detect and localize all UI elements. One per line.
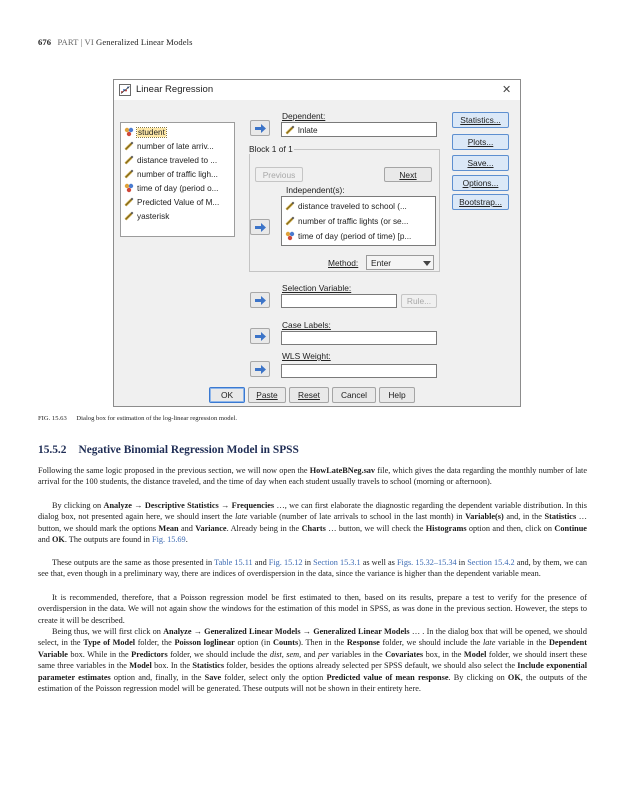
independent-label: Independent(s):	[286, 185, 345, 195]
dialog-title: Linear Regression	[136, 84, 214, 95]
list-item[interactable]: number of traffic lights (or se...	[285, 215, 408, 227]
move-to-wls-button[interactable]	[250, 361, 270, 377]
block-label: Block 1 of 1	[249, 144, 293, 154]
wls-weight-field[interactable]	[281, 364, 437, 378]
save-button[interactable]: Save...	[452, 155, 509, 171]
paste-button[interactable]: Paste	[248, 387, 286, 403]
wls-weight-label: WLS Weight:	[282, 351, 331, 361]
linear-regression-dialog	[113, 79, 521, 407]
rule-button[interactable]: Rule...	[401, 294, 437, 308]
paragraph-2: By clicking on Analyze → Descriptive Statistics → Frequencies …, we can first elaborate the diagnostic regarding the dependent variable distribution. In this dialog box, not presented again here, we should insert the late variable (number of late arrivals to school in the last month) in Variable(s) and, in the Statistics … button, we should mark the options Mean and Variance. Already being in the Charts … button, we will check the Histograms option and then, click on Continue and OK. The outputs are found in Fig. 15.69.	[38, 501, 587, 545]
scale-icon	[124, 141, 134, 151]
figure-label: FIG. 15.63	[38, 415, 67, 422]
variable-list[interactable]	[120, 122, 235, 237]
nominal-icon	[124, 127, 134, 137]
scale-icon	[124, 197, 134, 207]
paragraph-5: Being thus, we will first click on Analyze → Generalized Linear Models → Generalized Linear Models … . In the dialog box that will be opened, we should select, in the Type of Model folder, the Poisson loglinear option (in Counts). Then in the Response folder, we should include the late variable in the Dependent Variable box. While in the Predictors folder, we should include the dist, sem, and per variables in the Covariates box, in the Model folder, we should insert these same three variables in the Model box. In the Statistics folder, besides the options already selected per SPSS default, we should also select the Include exponential parameter estimates option and, finally, in the Save folder, select only the option Predicted value of mean response. By clicking on OK, the outputs of the estimation of the Poisson regression model will be generated. These outputs will not be shown in their entirety here.	[38, 627, 588, 694]
paragraph-3: These outputs are the same as those presented in Table 15.11 and Fig. 15.12 in Section 15.3.1 as well as Figs. 15.32–15.34 in Section 15.4.2 and, by them, we can see that, even though in a preliminary way, there are indices of overdispersion in the data, since the variance is higher than the dependent variable mean.	[38, 558, 587, 579]
method-value: Enter	[371, 258, 392, 268]
list-item[interactable]: number of traffic ligh...	[124, 168, 218, 180]
figure-link[interactable]: Fig. 15.69	[151, 535, 186, 545]
selection-variable-field[interactable]	[281, 294, 397, 308]
list-item[interactable]: student	[124, 126, 166, 138]
previous-button[interactable]: Previous	[255, 167, 303, 182]
scale-icon	[124, 169, 134, 179]
move-to-dependent-button[interactable]	[250, 120, 270, 136]
arrow-right-icon	[255, 223, 266, 232]
scale-icon	[285, 216, 295, 226]
figure-caption-text: Dialog box for estimation of the log-linear regression model.	[76, 415, 238, 422]
move-to-independent-button[interactable]	[250, 219, 270, 235]
statistics-button[interactable]: Statistics...	[452, 112, 509, 128]
scale-icon	[124, 211, 134, 221]
title-bar	[114, 80, 520, 100]
section-title: Negative Binomial Regression Model in SPSS	[78, 444, 299, 456]
dependent-field[interactable]	[281, 122, 437, 137]
arrow-right-icon	[255, 124, 266, 133]
figure-caption	[38, 415, 237, 422]
method-label: Method:	[328, 258, 359, 268]
list-item[interactable]: time of day (period of time) [p...	[285, 230, 411, 242]
table-link[interactable]: Table 15.11	[214, 558, 253, 567]
paragraph-1: Following the same logic proposed in the previous section, we will now open the HowLateBNeg.sav file, which gives the data regarding the monthly number of late arrival for the 100 students, the distance traveled, and the time of day when each student usually travels to school (morning or afternoon).	[38, 466, 587, 487]
running-title: Generalized Linear Models	[96, 37, 193, 47]
chevron-down-icon	[423, 261, 431, 266]
running-head	[38, 37, 193, 47]
selection-variable-label: Selection Variable:	[282, 283, 352, 293]
independent-list[interactable]	[281, 196, 436, 246]
part-label: PART | VI	[57, 37, 94, 47]
figure-link[interactable]: Figs. 15.32–15.34	[396, 558, 457, 567]
dependent-label: Dependent:	[282, 111, 326, 121]
options-button[interactable]: Options...	[452, 175, 509, 191]
case-labels-field[interactable]	[281, 331, 437, 345]
section-link[interactable]: Section 15.4.2	[467, 558, 515, 567]
bootstrap-button[interactable]: Bootstrap...	[452, 194, 509, 210]
list-item[interactable]: yasterisk	[124, 210, 169, 222]
section-link[interactable]: Section 15.3.1	[313, 558, 361, 567]
next-button[interactable]: Next	[384, 167, 432, 182]
close-icon[interactable]: ✕	[502, 84, 512, 96]
paragraph-4: It is recommended, therefore, that a Poisson regression model be first estimated to then, based on its results, prepare a test to verify for the presence of overdispersion in the data. We will not again show the windows for the estimation of this model in SPSS, as was done in the previous section. However, the steps to create it will be described.	[38, 593, 587, 625]
list-item[interactable]: Predicted Value of M...	[124, 196, 219, 208]
move-to-case-labels-button[interactable]	[250, 328, 270, 344]
figure-link[interactable]: Fig. 15.12	[268, 558, 303, 567]
regression-app-icon	[119, 84, 131, 96]
arrow-right-icon	[255, 296, 266, 305]
dependent-value: lnlate	[298, 125, 318, 135]
reset-button[interactable]: Reset	[289, 387, 329, 403]
move-to-selection-button[interactable]	[250, 292, 270, 308]
list-item[interactable]: distance traveled to school (...	[285, 200, 407, 212]
method-select[interactable]	[366, 255, 434, 270]
case-labels-label: Case Labels:	[282, 320, 331, 330]
list-item[interactable]: time of day (period o...	[124, 182, 218, 194]
cancel-button[interactable]: Cancel	[332, 387, 376, 403]
scale-icon	[285, 201, 295, 211]
help-button[interactable]: Help	[379, 387, 415, 403]
nominal-icon	[285, 231, 295, 241]
arrow-right-icon	[255, 332, 266, 341]
section-heading	[38, 444, 299, 456]
page-number: 676	[38, 37, 52, 47]
scale-icon	[124, 155, 134, 165]
plots-button[interactable]: Plots...	[452, 134, 509, 150]
arrow-right-icon	[255, 365, 266, 374]
list-item[interactable]: number of late arriv...	[124, 140, 214, 152]
ok-button[interactable]: OK	[209, 387, 245, 403]
scale-icon	[285, 125, 295, 135]
section-number: 15.5.2	[38, 444, 67, 456]
list-item[interactable]: distance traveled to ...	[124, 154, 217, 166]
nominal-icon	[124, 183, 134, 193]
